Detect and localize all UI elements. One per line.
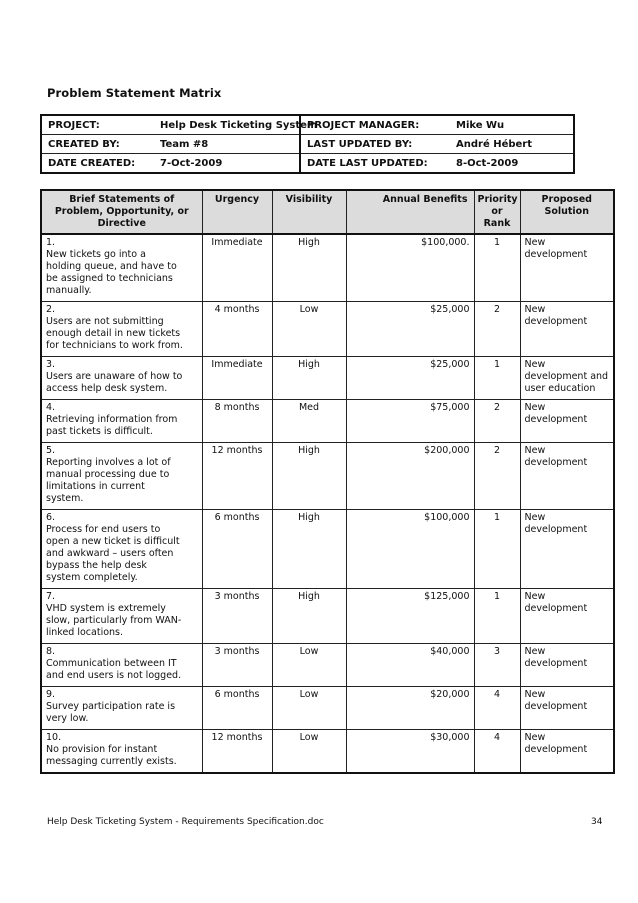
table-row bbox=[41, 589, 614, 644]
urgency-cell: 4 months bbox=[202, 302, 272, 357]
info-row-project bbox=[41, 115, 574, 135]
header-statement: Brief Statements of Problem, Opportunity, or Directive bbox=[41, 190, 202, 234]
urgency-cell: 3 months bbox=[202, 644, 272, 687]
urgency-cell: 12 months bbox=[202, 443, 272, 510]
proposed-solution-cell: New development bbox=[520, 443, 614, 510]
statement-cell bbox=[41, 302, 202, 357]
statement-cell bbox=[41, 234, 202, 302]
statement-cell bbox=[41, 357, 202, 400]
annual-benefits-cell: $40,000 bbox=[346, 644, 474, 687]
annual-benefits-cell: $100,000 bbox=[346, 510, 474, 589]
proposed-solution-cell: New development bbox=[520, 510, 614, 589]
info-row-created-by bbox=[41, 135, 574, 154]
table-row bbox=[41, 400, 614, 443]
statement-cell bbox=[41, 730, 202, 774]
urgency-cell: Immediate bbox=[202, 234, 272, 302]
info-row-dates bbox=[41, 154, 574, 174]
priority-cell: 4 bbox=[474, 730, 520, 774]
row-number: 4. bbox=[46, 402, 56, 413]
row-number: 5. bbox=[46, 445, 56, 456]
header-annual-benefits: Annual Benefits bbox=[346, 190, 474, 234]
proposed-solution-cell: New development bbox=[520, 302, 614, 357]
visibility-cell: Low bbox=[272, 687, 346, 730]
visibility-cell: Low bbox=[272, 644, 346, 687]
table-row bbox=[41, 687, 614, 730]
annual-benefits-cell: $125,000 bbox=[346, 589, 474, 644]
matrix-header-row bbox=[41, 190, 614, 234]
row-number: 2. bbox=[46, 304, 56, 315]
urgency-cell: 6 months bbox=[202, 687, 272, 730]
statement-text: New tickets go into a holding queue, and have to be assigned to technicians manually. bbox=[46, 249, 177, 296]
annual-benefits-cell: $200,000 bbox=[346, 443, 474, 510]
manager-label: PROJECT MANAGER: bbox=[300, 115, 450, 135]
statement-cell bbox=[41, 400, 202, 443]
statement-text: Retrieving information from past tickets is difficult. bbox=[46, 414, 178, 437]
priority-cell: 1 bbox=[474, 357, 520, 400]
footer-filename: Help Desk Ticketing System - Requirements Specification.doc bbox=[47, 817, 324, 827]
proposed-solution-cell: New development bbox=[520, 400, 614, 443]
annual-benefits-cell: $30,000 bbox=[346, 730, 474, 774]
header-proposed-solution: Proposed Solution bbox=[520, 190, 614, 234]
visibility-cell: High bbox=[272, 443, 346, 510]
visibility-cell: High bbox=[272, 510, 346, 589]
annual-benefits-cell: $75,000 bbox=[346, 400, 474, 443]
proposed-solution-cell: New development bbox=[520, 687, 614, 730]
project-info-table bbox=[40, 114, 575, 174]
visibility-cell: High bbox=[272, 357, 346, 400]
proposed-solution-cell: New development bbox=[520, 644, 614, 687]
table-row bbox=[41, 302, 614, 357]
priority-cell: 4 bbox=[474, 687, 520, 730]
project-value: Help Desk Ticketing System bbox=[154, 115, 300, 135]
footer-page-number: 34 bbox=[591, 817, 603, 827]
annual-benefits-cell: $25,000 bbox=[346, 357, 474, 400]
proposed-solution-cell: New development bbox=[520, 730, 614, 774]
proposed-solution-cell: New development bbox=[520, 589, 614, 644]
statement-text: Reporting involves a lot of manual processing due to limitations in current system. bbox=[46, 457, 171, 504]
statement-cell bbox=[41, 510, 202, 589]
manager-value: Mike Wu bbox=[450, 115, 574, 135]
visibility-cell: Low bbox=[272, 302, 346, 357]
row-number: 3. bbox=[46, 359, 56, 370]
row-number: 1. bbox=[46, 237, 56, 248]
created-by-label: CREATED BY: bbox=[41, 135, 154, 154]
updated-by-value: André Hébert bbox=[450, 135, 574, 154]
urgency-cell: 12 months bbox=[202, 730, 272, 774]
visibility-cell: High bbox=[272, 234, 346, 302]
date-created-value: 7-Oct-2009 bbox=[154, 154, 300, 174]
table-row bbox=[41, 644, 614, 687]
table-row bbox=[41, 443, 614, 510]
priority-cell: 3 bbox=[474, 644, 520, 687]
project-label: PROJECT: bbox=[41, 115, 154, 135]
problem-statement-matrix bbox=[40, 189, 615, 774]
priority-cell: 1 bbox=[474, 510, 520, 589]
priority-cell: 1 bbox=[474, 589, 520, 644]
header-urgency: Urgency bbox=[202, 190, 272, 234]
annual-benefits-cell: $25,000 bbox=[346, 302, 474, 357]
date-created-label: DATE CREATED: bbox=[41, 154, 154, 174]
urgency-cell: 6 months bbox=[202, 510, 272, 589]
statement-cell bbox=[41, 589, 202, 644]
statement-text: Survey participation rate is very low. bbox=[46, 701, 176, 724]
created-by-value: Team #8 bbox=[154, 135, 300, 154]
table-row bbox=[41, 234, 614, 302]
annual-benefits-cell: $20,000 bbox=[346, 687, 474, 730]
header-priority: Priority or Rank bbox=[474, 190, 520, 234]
statement-cell bbox=[41, 644, 202, 687]
statement-text: Users are not submitting enough detail in new tickets for technicians to work from. bbox=[46, 316, 183, 351]
statement-cell bbox=[41, 687, 202, 730]
table-row bbox=[41, 357, 614, 400]
visibility-cell: Low bbox=[272, 730, 346, 774]
statement-text: No provision for instant messaging currently exists. bbox=[46, 744, 177, 767]
visibility-cell: Med bbox=[272, 400, 346, 443]
row-number: 10. bbox=[46, 732, 62, 743]
proposed-solution-cell: New development and user education bbox=[520, 357, 614, 400]
row-number: 9. bbox=[46, 689, 56, 700]
visibility-cell: High bbox=[272, 589, 346, 644]
priority-cell: 2 bbox=[474, 302, 520, 357]
statement-text: Process for end users to open a new ticket is difficult and awkward – users often bypass the help desk system completely. bbox=[46, 524, 180, 583]
urgency-cell: Immediate bbox=[202, 357, 272, 400]
urgency-cell: 3 months bbox=[202, 589, 272, 644]
proposed-solution-cell: New development bbox=[520, 234, 614, 302]
row-number: 8. bbox=[46, 646, 56, 657]
priority-cell: 2 bbox=[474, 400, 520, 443]
table-row bbox=[41, 730, 614, 774]
statement-text: Users are unaware of how to access help desk system. bbox=[46, 371, 183, 394]
date-updated-label: DATE LAST UPDATED: bbox=[300, 154, 450, 174]
row-number: 6. bbox=[46, 512, 56, 523]
statement-text: VHD system is extremely slow, particularly from WAN-linked locations. bbox=[46, 603, 182, 638]
annual-benefits-cell: $100,000. bbox=[346, 234, 474, 302]
statement-cell bbox=[41, 443, 202, 510]
updated-by-label: LAST UPDATED BY: bbox=[300, 135, 450, 154]
page-title: Problem Statement Matrix bbox=[47, 86, 222, 100]
row-number: 7. bbox=[46, 591, 56, 602]
header-visibility: Visibility bbox=[272, 190, 346, 234]
statement-text: Communication between IT and end users is not logged. bbox=[46, 658, 182, 681]
priority-cell: 1 bbox=[474, 234, 520, 302]
table-row bbox=[41, 510, 614, 589]
date-updated-value: 8-Oct-2009 bbox=[450, 154, 574, 174]
priority-cell: 2 bbox=[474, 443, 520, 510]
urgency-cell: 8 months bbox=[202, 400, 272, 443]
